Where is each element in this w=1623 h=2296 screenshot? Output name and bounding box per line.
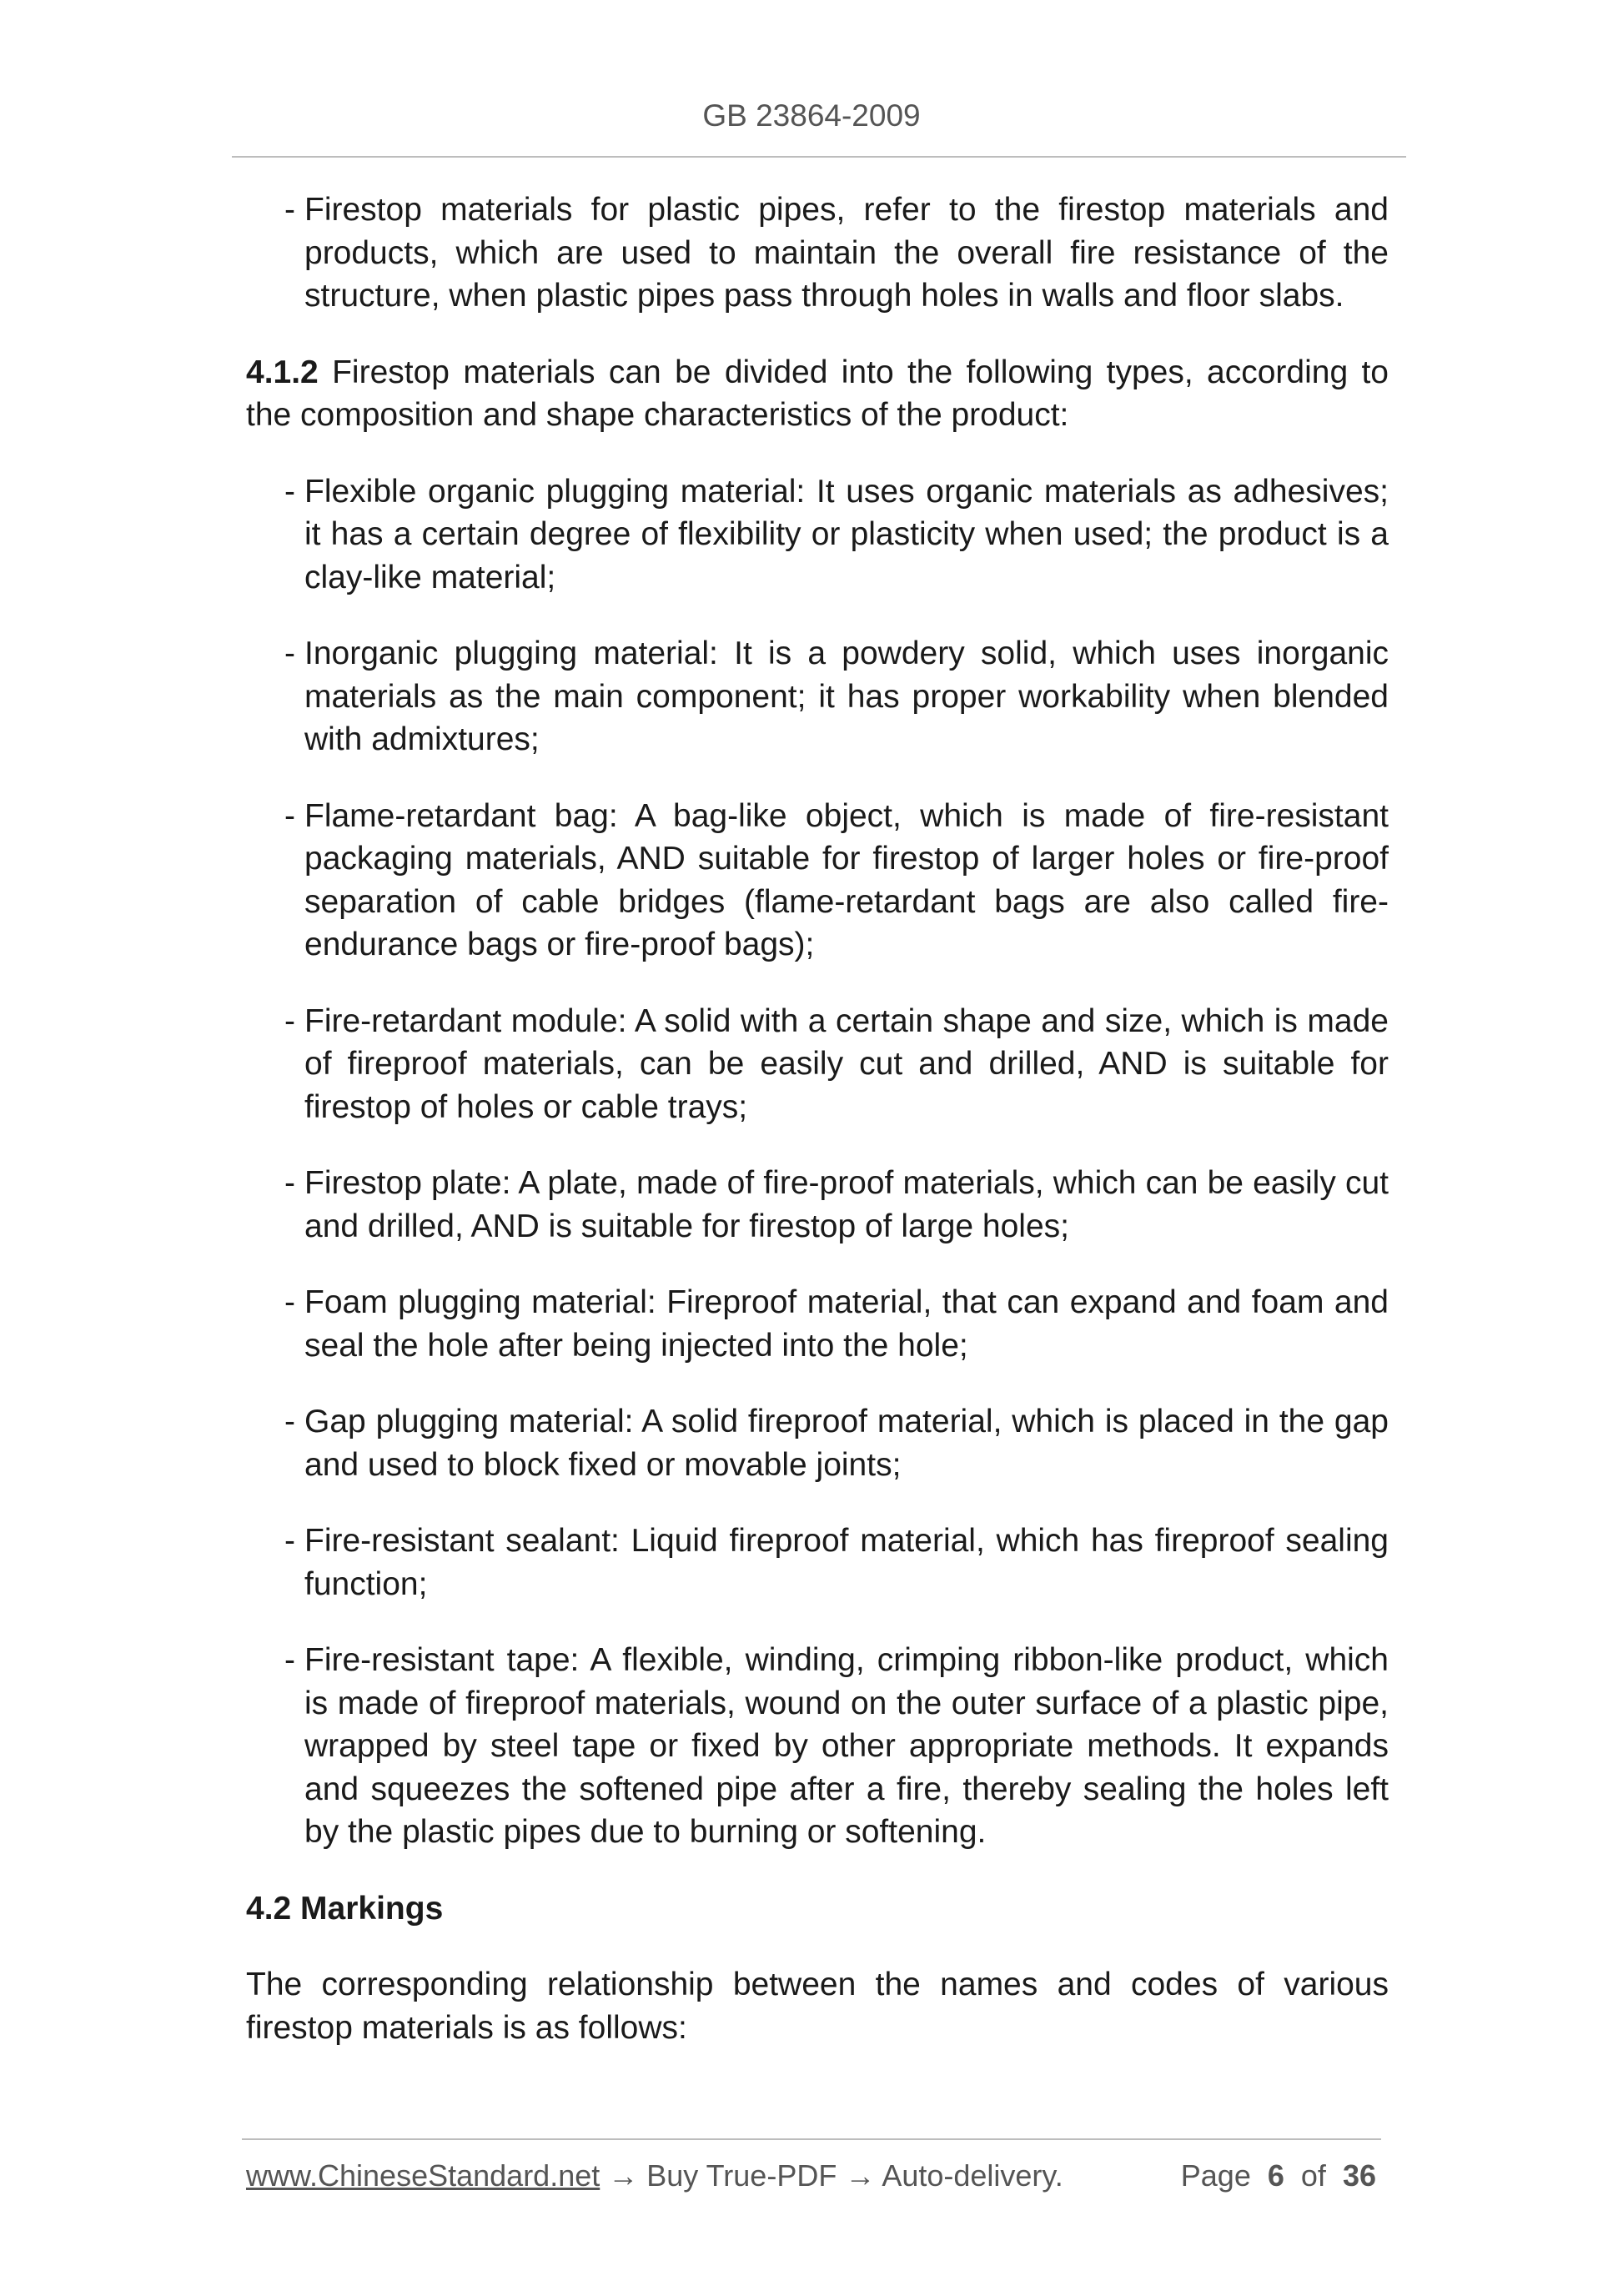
bullet-dash: - — [284, 1165, 295, 1201]
list-item-text: Fire-retardant module: A solid with a certain shape and size, which is made of fireproof materials, can be easily cut and drilled, AND is suitable for firestop of holes or cable trays; — [304, 1002, 1389, 1125]
list-item-text: Gap plugging material: A solid fireproof material, which is placed in the gap and used to block fixed or movable joints; — [304, 1404, 1389, 1483]
list-item — [246, 1281, 1389, 1367]
footer-divider — [242, 2138, 1381, 2140]
bullet-dash: - — [284, 1642, 295, 1678]
section-paragraph: The corresponding relationship between the names and codes of various firestop materials is as follows: — [246, 1967, 1389, 2046]
header-divider — [232, 156, 1406, 158]
list-item — [246, 188, 1389, 318]
list-item-text: Flame-retardant bag: A bag-like object, which is made of fire-resistant packaging materials, AND suitable for firestop of larger holes or fire-proof separation of cable bridges (flame-retardant bags are also called fire-endurance bags or fire-proof bags); — [304, 797, 1389, 962]
list-item-text: Fire-resistant tape: A flexible, winding, crimping ribbon-like product, which is made of fireproof materials, wound on the outer surface of a plastic pipe, wrapped by steel tape or fixed by other appropriate methods. It expands and squeezes the softened pipe after a fire, thereby sealing the holes left by the plastic pipes due to burning or softening. — [304, 1642, 1389, 1850]
list-item-text: Inorganic plugging material: It is a powdery solid, which uses inorganic materials as the main component; it has proper workability when blended with admixtures; — [304, 636, 1389, 757]
list-item-text: Fire-resistant sealant: Liquid fireproof material, which has fireproof sealing function; — [304, 1523, 1389, 1602]
page-label: Page — [1180, 2158, 1251, 2193]
bullet-dash: - — [284, 1404, 295, 1439]
list-item-text: Flexible organic plugging material: It uses organic materials as adhesives; it has a certain degree of flexibility or plasticity when used; the product is a clay-like material; — [304, 473, 1389, 595]
document-id-header: GB 23864-2009 — [702, 98, 921, 133]
page-indicator — [1181, 2158, 1376, 2193]
footer-promo — [246, 2158, 1063, 2193]
bullet-dash: - — [284, 192, 295, 228]
page-number: 6 — [1267, 2158, 1284, 2193]
list-item — [246, 1000, 1389, 1129]
bullet-dash: - — [284, 1523, 295, 1559]
clause-number: 4.1.2 — [246, 354, 319, 390]
website-link[interactable]: www.ChineseStandard.net — [246, 2158, 600, 2193]
list-item-text: Foam plugging material: Fireproof material, that can expand and foam and seal the hole after being injected into the hole; — [304, 1284, 1389, 1364]
list-item — [246, 1520, 1389, 1605]
clause-4-1-2 — [246, 351, 1389, 437]
bullet-dash: - — [284, 1284, 295, 1320]
promo-text: → Buy True-PDF → Auto-delivery. — [600, 2158, 1063, 2193]
bullet-dash: - — [284, 1002, 295, 1039]
page-body — [246, 188, 1389, 2082]
bullet-dash: - — [284, 636, 295, 671]
list-item-text: Firestop materials for plastic pipes, refer to the firestop materials and products, which are used to maintain the overall fire resistance of the structure, when plastic pipes pass through holes in walls and floor slabs. — [304, 192, 1389, 314]
bullet-dash: - — [284, 473, 295, 510]
list-item — [246, 470, 1389, 600]
list-item — [246, 1400, 1389, 1486]
list-item — [246, 632, 1389, 761]
of-label: of — [1300, 2158, 1326, 2193]
list-item — [246, 1162, 1389, 1248]
bullet-dash: - — [284, 797, 295, 834]
total-pages: 36 — [1342, 2158, 1376, 2193]
list-item — [246, 795, 1389, 967]
list-item — [246, 1639, 1389, 1854]
clause-text: Firestop materials can be divided into the following types, according to the composition and shape characteristics of the product: — [246, 354, 1389, 433]
section-heading: 4.2 Markings — [246, 1890, 444, 1927]
list-item-text: Firestop plate: A plate, made of fire-proof materials, which can be easily cut and drilled, AND is suitable for firestop of large holes; — [304, 1165, 1389, 1244]
